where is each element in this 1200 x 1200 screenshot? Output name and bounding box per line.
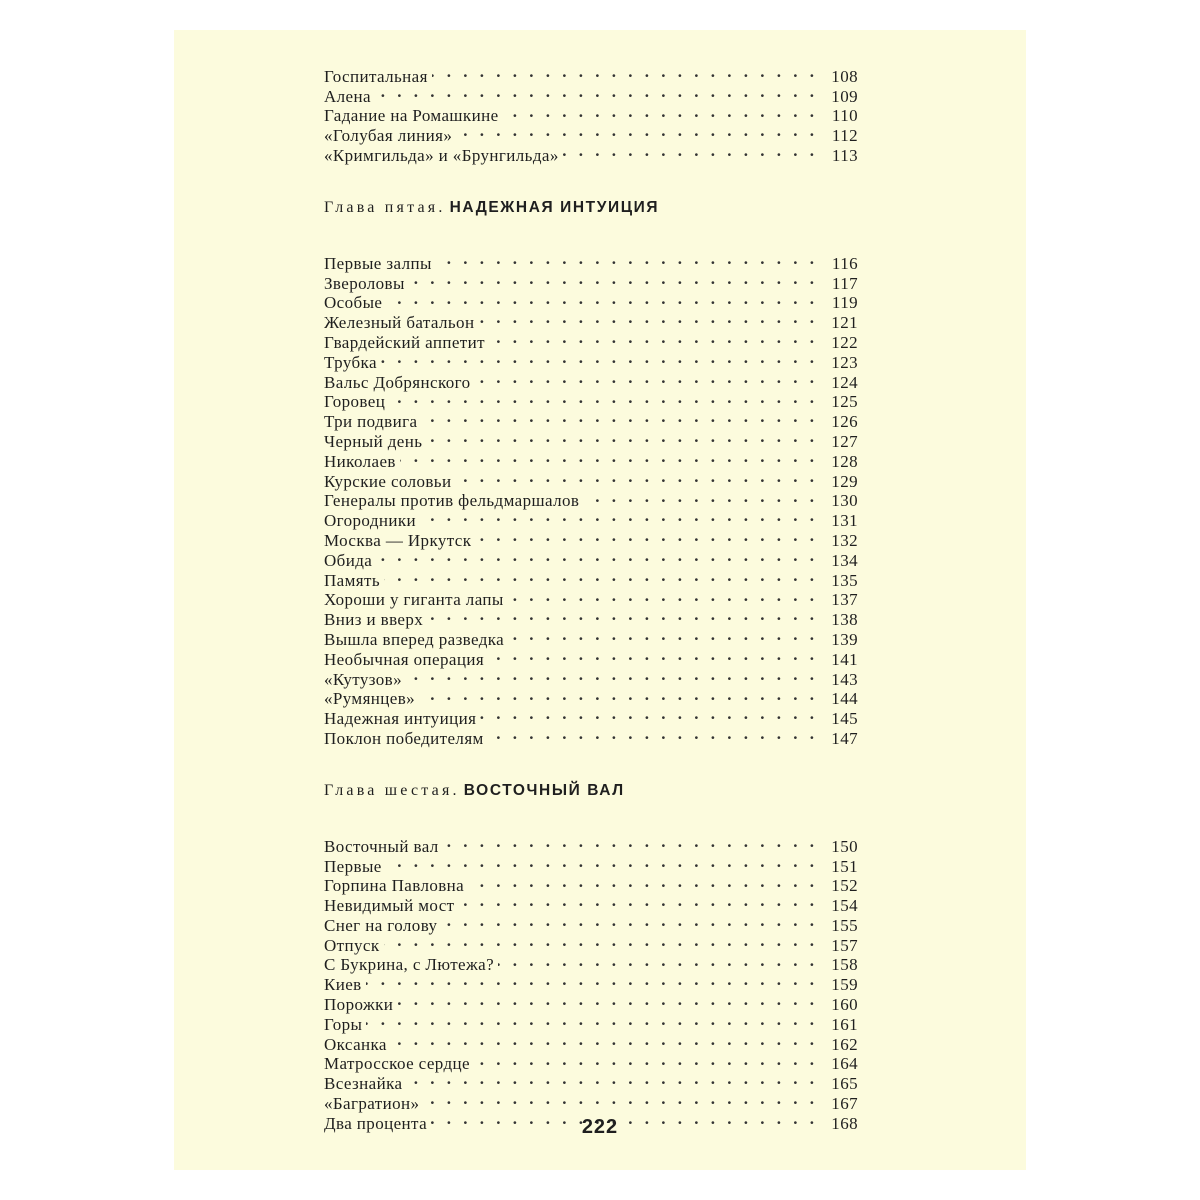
toc-entry-page: 157 <box>831 935 858 955</box>
toc-entry <box>324 1050 858 1074</box>
toc-entry <box>324 566 858 590</box>
toc-entry-page: 128 <box>831 451 858 471</box>
dot-leader <box>475 368 818 388</box>
toc-entry-page: 126 <box>831 412 858 432</box>
dot-leader <box>458 891 818 911</box>
toc-entry <box>324 289 858 313</box>
dot-leader <box>455 467 818 487</box>
chapter-label: Глава пятая. <box>324 198 446 216</box>
toc-entry-title: Гадание на Ромашкине <box>324 106 499 126</box>
dot-leader <box>488 645 818 665</box>
toc-entry-title: Оксанка <box>324 1034 387 1054</box>
toc-entry <box>324 308 858 333</box>
toc-entry <box>324 1010 858 1034</box>
toc-entry-page: 150 <box>831 836 858 856</box>
toc-entry-title: Звероловы <box>324 273 405 293</box>
toc-entry-title: С Букрина, с Лютежа? <box>324 955 495 975</box>
dot-leader <box>426 427 818 447</box>
toc-entry-title: Николаев <box>324 451 396 471</box>
dot-leader <box>391 1030 818 1050</box>
toc-entry-page: 113 <box>831 145 858 165</box>
toc-entry-title: «Кримгильда» и «Брунгильда» <box>324 145 559 165</box>
dot-leader <box>503 102 818 122</box>
dot-leader <box>423 1089 818 1109</box>
toc-entry-title: Вышла вперед разведка <box>324 629 505 649</box>
toc-entry-page: 112 <box>831 126 858 146</box>
toc-entry-title: Алена <box>324 86 371 106</box>
chapter-title: ВОСТОЧНЫЙ ВАЛ <box>463 781 625 799</box>
toc-entry-title: Первые залпы <box>324 253 432 273</box>
dot-leader <box>406 1069 818 1089</box>
dot-leader <box>468 872 818 892</box>
dot-leader <box>384 931 818 951</box>
toc-entry-page: 135 <box>831 570 858 590</box>
toc-entry <box>324 990 858 1015</box>
dot-leader <box>563 141 818 161</box>
toc-entry-page: 127 <box>831 431 858 451</box>
dot-leader <box>508 625 818 645</box>
toc-entry-title: Особые <box>324 293 383 313</box>
toc-entry-title: Черный день <box>324 431 423 451</box>
dot-leader <box>432 62 818 82</box>
toc-entry <box>324 970 858 995</box>
toc-entry-title: Отпуск <box>324 935 380 955</box>
toc-entry <box>324 931 858 955</box>
toc-entry-title: Матросское сердце <box>324 1054 470 1074</box>
toc-entry-title: Горовец <box>324 392 386 412</box>
toc-entry-page: 122 <box>831 332 858 352</box>
toc-entry-title: Всезнайка <box>324 1074 403 1094</box>
dot-leader <box>488 724 818 744</box>
dot-leader <box>436 249 818 269</box>
toc-entry <box>324 82 858 106</box>
toc-entry-title: Порожки <box>324 995 394 1015</box>
toc-entry-title: «Румянцев» <box>324 689 416 709</box>
toc-entry <box>324 1030 858 1054</box>
toc-entry-title: Снег на голову <box>324 915 438 935</box>
dot-leader <box>441 911 818 931</box>
toc-entry-title: Трубка <box>324 352 377 372</box>
chapter-title: НАДЕЖНАЯ ИНТУИЦИЯ <box>449 198 660 216</box>
toc-entry <box>324 1089 858 1114</box>
toc-entry <box>324 447 858 471</box>
toc-entry-page: 147 <box>831 728 858 748</box>
dot-leader <box>583 487 818 507</box>
dot-leader <box>427 605 818 625</box>
toc-entry-title: Надежная интуиция <box>324 709 477 729</box>
toc-entry <box>324 546 858 570</box>
dot-leader <box>478 308 818 328</box>
toc-entry-page: 124 <box>831 372 858 392</box>
toc-entry-page: 159 <box>831 975 858 995</box>
dot-leader <box>386 289 818 309</box>
toc-entry-page: 168 <box>831 1113 858 1133</box>
toc-entry-title: «Кутузов» <box>324 669 403 689</box>
toc-entry-page: 162 <box>831 1034 858 1054</box>
toc-entry-title: Невидимый мост <box>324 896 455 916</box>
toc-entry-page: 155 <box>831 915 858 935</box>
toc-entry <box>324 388 858 412</box>
toc-entry-page: 109 <box>831 86 858 106</box>
dot-leader <box>400 447 818 467</box>
toc-entry <box>324 951 858 975</box>
toc-entry-title: Огородники <box>324 511 417 531</box>
toc-entry-page: 138 <box>831 610 858 630</box>
dot-leader <box>419 685 818 705</box>
toc-entry-page: 139 <box>831 629 858 649</box>
toc-entry <box>324 62 858 86</box>
toc-entry-page: 152 <box>831 876 858 896</box>
toc-entry-title: Два процента <box>324 1113 428 1133</box>
toc-entry-page: 145 <box>831 709 858 729</box>
toc-entry-title: Три подвига <box>324 412 418 432</box>
toc-entry <box>324 685 858 709</box>
toc-entry-page: 144 <box>831 689 858 709</box>
toc-entry-title: Поклон победителям <box>324 728 484 748</box>
toc-entry-page: 125 <box>831 392 858 412</box>
dot-leader <box>389 388 818 408</box>
toc-entry-title: Горы <box>324 1014 363 1034</box>
toc-entry <box>324 852 858 876</box>
toc-entry-page: 119 <box>831 293 858 313</box>
toc-entry-page: 164 <box>831 1054 858 1074</box>
toc-entry-page: 160 <box>831 995 858 1015</box>
dot-leader <box>456 121 818 141</box>
toc-entry-page: 154 <box>831 896 858 916</box>
toc-entry-page: 123 <box>831 352 858 372</box>
toc-entry-page: 116 <box>831 253 858 273</box>
chapter-heading <box>324 195 858 221</box>
toc-entry-page: 167 <box>831 1094 858 1114</box>
toc-entry-title: Москва — Иркутск <box>324 530 472 550</box>
toc-entry-page: 131 <box>831 511 858 531</box>
toc-entry-title: Восточный вал <box>324 836 439 856</box>
toc-entry-title: Железный батальон <box>324 313 475 333</box>
toc-entry-page: 161 <box>831 1014 858 1034</box>
dot-leader <box>443 832 818 852</box>
dot-leader <box>480 704 818 724</box>
toc-entry <box>324 368 858 392</box>
toc-entry <box>324 467 858 491</box>
toc-entry-page: 141 <box>831 649 858 669</box>
dot-leader <box>508 586 818 606</box>
dot-leader <box>384 566 818 586</box>
toc-entry-page: 110 <box>831 106 858 126</box>
toc-entry-title: Хороши у гиганта лапы <box>324 590 504 610</box>
toc-entry-title: Вальс Добрянского <box>324 372 471 392</box>
toc-entry-page: 129 <box>831 471 858 491</box>
toc-entry-page: 132 <box>831 530 858 550</box>
toc-entry-title: Первые <box>324 856 382 876</box>
toc-entry-page: 108 <box>831 66 858 86</box>
toc-entry-title: Вниз и вверх <box>324 610 424 630</box>
toc-entry-title: Генералы против фельдмаршалов <box>324 491 580 511</box>
toc-entry <box>324 586 858 610</box>
dot-leader <box>489 328 818 348</box>
toc-entry <box>324 348 858 372</box>
toc-entry-title: «Голубая линия» <box>324 126 453 146</box>
toc-entry-title: Гвардейский аппетит <box>324 332 485 352</box>
dot-leader <box>366 970 818 990</box>
dot-leader <box>386 852 818 872</box>
chapter-label: Глава шестая. <box>324 781 460 799</box>
dot-leader <box>397 990 818 1010</box>
dot-leader <box>474 1050 818 1070</box>
toc-entry-page: 158 <box>831 955 858 975</box>
toc-entry <box>324 832 858 856</box>
dot-leader <box>498 951 818 971</box>
dot-leader <box>409 269 818 289</box>
toc-entry-title: Память <box>324 570 380 590</box>
toc-entry-page: 151 <box>831 856 858 876</box>
toc-entry-title: «Багратион» <box>324 1094 420 1114</box>
toc-entry-page: 130 <box>831 491 858 511</box>
toc-entry-page: 134 <box>831 550 858 570</box>
toc-entry <box>324 407 858 432</box>
toc-entry-page: 117 <box>831 273 858 293</box>
toc-entry-page: 121 <box>831 313 858 333</box>
toc-entry <box>324 249 858 273</box>
toc-entry-title: Киев <box>324 975 362 995</box>
toc-entry-title: Обида <box>324 550 373 570</box>
toc-entry <box>324 102 858 126</box>
toc-entry-page: 137 <box>831 590 858 610</box>
table-of-contents <box>324 62 858 1133</box>
dot-leader <box>376 546 818 566</box>
page-number: 222 <box>581 1116 619 1138</box>
dot-leader <box>475 526 818 546</box>
toc-entry-title: Необычная операция <box>324 649 485 669</box>
dot-leader <box>420 506 818 526</box>
dot-leader <box>375 82 818 102</box>
toc-entry-title: Курские соловьи <box>324 471 452 491</box>
toc-entry-page: 143 <box>831 669 858 689</box>
chapter-heading <box>324 778 858 804</box>
dot-leader <box>366 1010 818 1030</box>
dot-leader <box>421 407 818 427</box>
toc-entry-page: 165 <box>831 1074 858 1094</box>
toc-entry-title: Госпитальная <box>324 66 428 86</box>
toc-entry <box>324 872 858 896</box>
dot-leader <box>406 665 818 685</box>
toc-entry-title: Горпина Павловна <box>324 876 465 896</box>
dot-leader <box>381 348 818 368</box>
